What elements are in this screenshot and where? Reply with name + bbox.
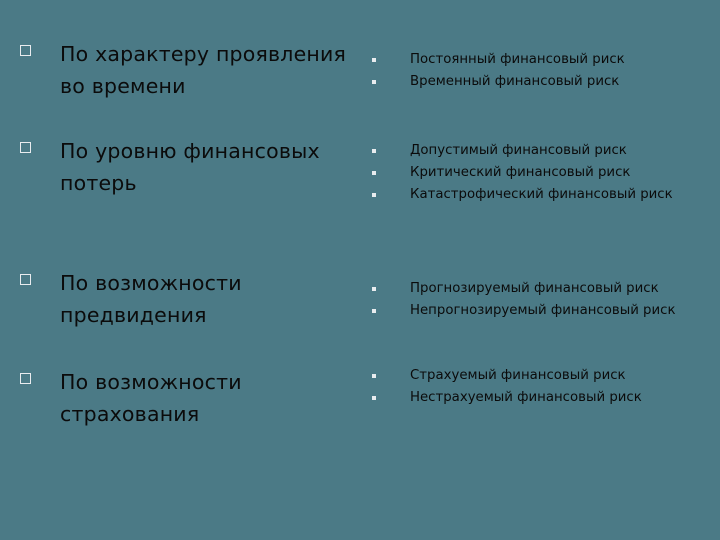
criterion-losses	[20, 135, 350, 199]
list-item: Катастрофический финансовый риск	[372, 184, 712, 206]
criterion-label: По характеру проявления во времени	[60, 42, 347, 98]
small-square-icon	[372, 309, 376, 313]
small-square-icon	[372, 171, 376, 175]
criterion-label: По уровню финансовых потерь	[60, 139, 320, 195]
types-list-time	[372, 49, 712, 93]
list-item: Страхуемый финансовый риск	[372, 365, 712, 387]
small-square-icon	[372, 193, 376, 197]
criterion-label: По возможности предвидения	[60, 271, 242, 327]
list-item: Прогнозируемый финансовый риск	[372, 278, 712, 300]
list-item: Допустимый финансовый риск	[372, 140, 712, 162]
list-item: Непрогнозируемый финансовый риск	[372, 300, 712, 322]
criterion-time	[20, 38, 350, 102]
hollow-square-icon	[20, 274, 31, 285]
small-square-icon	[372, 80, 376, 84]
small-square-icon	[372, 396, 376, 400]
small-square-icon	[372, 287, 376, 291]
list-item: Постоянный финансовый риск	[372, 49, 712, 71]
criterion-foresight	[20, 267, 350, 331]
types-list-foresight	[372, 278, 712, 322]
list-item: Критический финансовый риск	[372, 162, 712, 184]
types-list-losses	[372, 140, 712, 206]
small-square-icon	[372, 58, 376, 62]
hollow-square-icon	[20, 45, 31, 56]
criterion-label: По возможности страхования	[60, 370, 242, 426]
list-item: Нестрахуемый финансовый риск	[372, 387, 712, 409]
small-square-icon	[372, 149, 376, 153]
small-square-icon	[372, 374, 376, 378]
criterion-insurance	[20, 366, 350, 430]
hollow-square-icon	[20, 373, 31, 384]
list-item: Временный финансовый риск	[372, 71, 712, 93]
hollow-square-icon	[20, 142, 31, 153]
types-list-insurance	[372, 365, 712, 409]
